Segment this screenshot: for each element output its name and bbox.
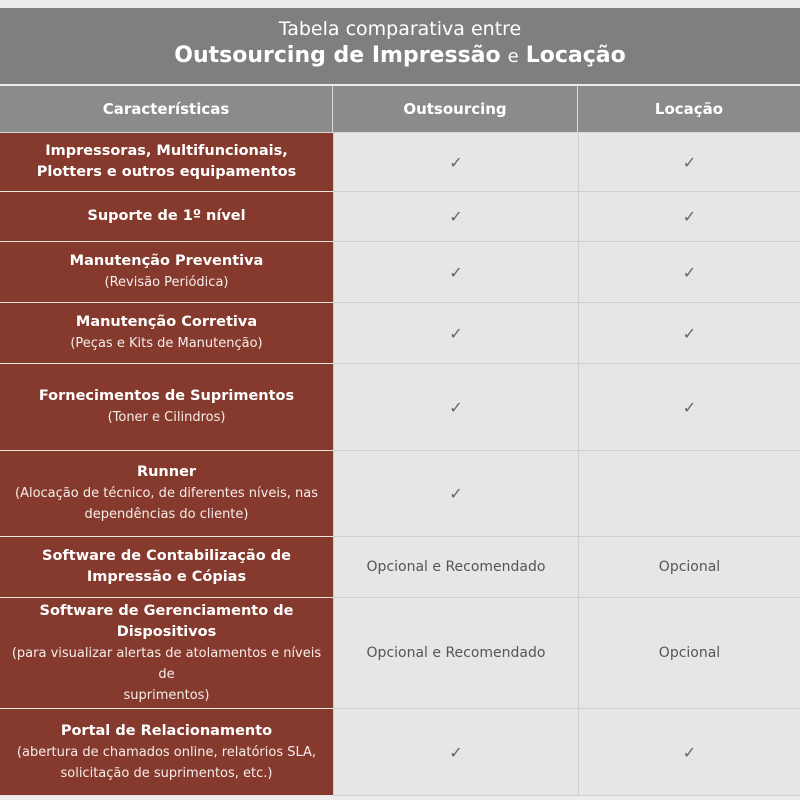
feature-description: (Alocação de técnico, de diferentes níveis, nas bbox=[15, 486, 318, 501]
locacao-cell bbox=[578, 364, 800, 451]
feature-name: Fornecimentos de Suprimentos bbox=[38, 388, 295, 404]
title-line-2 bbox=[0, 41, 800, 72]
feature-name-cont: Plotters e outros equipamentos bbox=[36, 164, 297, 180]
title-joiner: e bbox=[507, 46, 519, 67]
locacao-value: Opcional bbox=[658, 645, 721, 661]
locacao-value: Opcional bbox=[658, 559, 721, 575]
outsourcing-cell bbox=[333, 303, 578, 364]
locacao-cell bbox=[578, 451, 800, 537]
feature-name: Manutenção Preventiva bbox=[69, 253, 264, 269]
locacao-cell bbox=[578, 537, 800, 598]
title-line-1: Tabela comparativa entre bbox=[278, 18, 522, 40]
feature-description: (para visualizar alertas de atolamentos e níveis de bbox=[11, 645, 322, 682]
checkmark-icon: ✓ bbox=[682, 742, 697, 762]
checkmark-icon: ✓ bbox=[682, 152, 697, 172]
outsourcing-cell bbox=[333, 451, 578, 537]
feature-description-cont: solicitação de suprimentos, etc.) bbox=[60, 765, 273, 781]
header-caracteristicas: Características bbox=[0, 86, 333, 133]
feature-description: (Toner e Cilindros) bbox=[107, 410, 226, 425]
feature-name-cont: Dispositivos bbox=[116, 623, 217, 640]
checkmark-icon: ✓ bbox=[682, 323, 697, 343]
checkmark-icon: ✓ bbox=[682, 207, 697, 226]
checkmark-icon: ✓ bbox=[682, 262, 697, 282]
feature-cell bbox=[0, 537, 333, 598]
feature-name: Software de Gerenciamento de bbox=[39, 602, 294, 619]
title-outsourcing: Outsourcing de Impressão bbox=[174, 43, 501, 68]
checkmark-icon: ✓ bbox=[449, 152, 463, 172]
header-outsourcing: Outsourcing bbox=[333, 86, 578, 133]
title-locacao: Locação bbox=[525, 43, 626, 68]
outsourcing-cell bbox=[333, 364, 578, 451]
feature-name: Impressoras, Multifuncionais, bbox=[45, 143, 288, 159]
feature-cell bbox=[0, 303, 333, 364]
checkmark-icon: ✓ bbox=[449, 742, 463, 762]
feature-name: Portal de Relacionamento bbox=[60, 722, 273, 739]
feature-cell bbox=[0, 451, 333, 537]
locacao-cell bbox=[578, 303, 800, 364]
feature-cell bbox=[0, 242, 333, 303]
locacao-cell bbox=[578, 598, 800, 709]
comparison-table bbox=[0, 86, 800, 796]
outsourcing-cell bbox=[333, 133, 578, 192]
outsourcing-cell bbox=[333, 192, 578, 242]
outsourcing-value: Opcional e Recomendado bbox=[366, 645, 546, 661]
checkmark-icon: ✓ bbox=[449, 323, 463, 343]
feature-name: Software de Contabilização de bbox=[42, 548, 291, 564]
feature-cell bbox=[0, 709, 333, 796]
outsourcing-cell bbox=[333, 537, 578, 598]
feature-description: (Revisão Periódica) bbox=[104, 275, 229, 290]
feature-cell bbox=[0, 598, 333, 709]
feature-name-cont: Impressão e Cópias bbox=[86, 569, 247, 585]
outsourcing-cell bbox=[333, 598, 578, 709]
locacao-cell bbox=[578, 709, 800, 796]
checkmark-icon: ✓ bbox=[449, 262, 463, 282]
outsourcing-cell bbox=[333, 709, 578, 796]
feature-cell bbox=[0, 133, 333, 192]
locacao-cell bbox=[578, 192, 800, 242]
header-locacao: Locação bbox=[578, 86, 800, 133]
checkmark-icon: ✓ bbox=[449, 397, 463, 417]
feature-name: Suporte de 1º nível bbox=[87, 208, 246, 224]
checkmark-icon: ✓ bbox=[682, 397, 697, 417]
locacao-cell bbox=[578, 242, 800, 303]
feature-description: (Peças e Kits de Manutenção) bbox=[70, 336, 263, 351]
feature-description: (abertura de chamados online, relatórios SLA, bbox=[16, 744, 317, 760]
checkmark-icon: ✓ bbox=[449, 484, 463, 503]
feature-cell bbox=[0, 192, 333, 242]
outsourcing-cell bbox=[333, 242, 578, 303]
feature-cell bbox=[0, 364, 333, 451]
title-banner bbox=[0, 8, 800, 84]
outsourcing-value: Opcional e Recomendado bbox=[366, 559, 546, 575]
checkmark-icon: ✓ bbox=[449, 207, 463, 226]
feature-name: Runner bbox=[136, 464, 197, 480]
feature-description-cont: suprimentos) bbox=[123, 687, 210, 703]
feature-name: Manutenção Corretiva bbox=[75, 314, 258, 330]
feature-description-cont: dependências do cliente) bbox=[84, 507, 249, 522]
locacao-cell bbox=[578, 133, 800, 192]
